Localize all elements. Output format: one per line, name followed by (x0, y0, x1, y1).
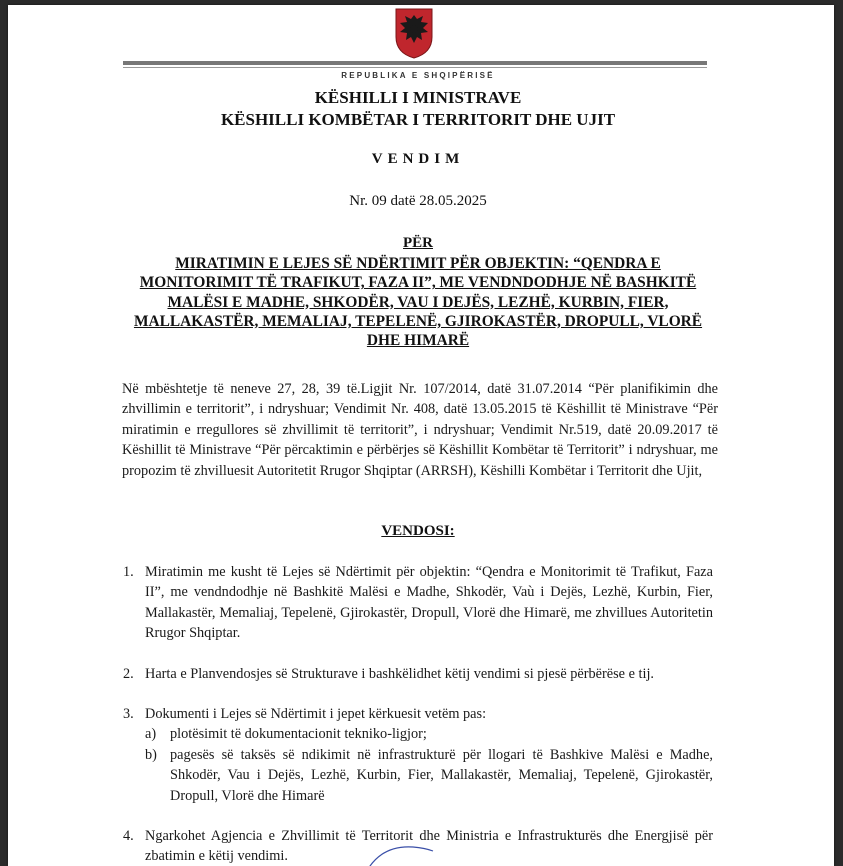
header-rule-thin (123, 67, 707, 68)
sub-item-text: plotësimit të dokumentacionit tekniko-ligjor; (170, 726, 427, 743)
body-heading: KËSHILLI KOMBËTAR I TERRITORIT DHE UJIT (220, 110, 616, 129)
list-item (123, 562, 713, 644)
decision-title: MIRATIMIN E LEJES SË NDËRTIMIT PËR OBJEKTIN: “QENDRA E MONITORIMIT TË TRAFIKUT, FAZA II”, ME VENDNDODHJE NË BASHKITË MALËSI E MADHE, SHKODËR, VAU I DEJËS, LEZHË, KURBIN, FIER, MALLAKASTËR, MEMALIAJ, TEPELENË, GJIROKASTËR, DROPULL, VLORË DHE HIMARË (133, 255, 703, 350)
item-text: Ngarkohet Agjencia e Zhvillimit të Territorit dhe Ministria e Infrastrukturës dhe Energjisë për zbatimin e këtij vendimi. (145, 828, 713, 865)
preamble-paragraph: Në mbështetje të neneve 27, 28, 39 të.Ligjit Nr. 107/2014, datë 31.07.2014 “Për planifikimin dhe zhvillimin e territorit”, i ndryshuar; Vendimit Nr. 408, datë 13.05.2015 të Këshillit të Ministrave “Për miratimin e rregullores së zhvillimit të territorit”, i ndryshuar; Vendimit Nr.519, datë 20.09.2017 të Këshillit të Ministrave “Për përcaktimin e përbërjes së Këshillit Kombëtar të Territorit” i ndryshuar, me propozim të zhvilluesit Autoritetit Rrugor Shqiptar (ARRSH), Këshilli Kombëtar i Territorit dhe Ujit, (122, 381, 718, 479)
sub-item-letter: b) (145, 746, 157, 763)
item-number: 3. (123, 706, 134, 722)
sub-item (145, 745, 713, 806)
republic-label: REPUBLIKA E SHQIPËRISË (341, 71, 495, 80)
decision-number: Nr. 09 datë 28.05.2025 (349, 193, 487, 209)
item-number: 1. (123, 564, 134, 580)
albanian-emblem-icon (392, 7, 436, 59)
header-rule (123, 61, 707, 65)
sub-item-letter: a) (145, 726, 157, 743)
item-text: Harta e Planvendosjes së Strukturave i bashkëlidhet këtij vendimi si pjesë përbërëse e tij. (145, 666, 654, 682)
list-item (123, 704, 713, 806)
per-label: PËR (403, 235, 433, 251)
item-text: Dokumenti i Lejes së Ndërtimit i jepet kërkuesit vetëm pas: (145, 706, 487, 722)
sub-item-text: pagesës së taksës së ndikimit në infrastrukturë për llogari të Bashkive Malësi e Madhe, Shkodër, Vau i Dejës, Lezhë, Kurbin, Fier, Mallakastër, Memaliaj, Tepelenë, Gjirokastër, Dropull, Vlorë dhe Himarë (170, 746, 713, 804)
vendosi-heading: VENDOSI: (381, 523, 455, 539)
document-page (8, 5, 834, 866)
decision-label: VENDIM (371, 151, 465, 167)
item-text: Miratimin me kusht të Lejes së Ndërtimit për objektin: “Qendra e Monitorimit të Trafikut, Faza II”, me vendndodhje në Bashkitë Malësi e Madhe, Shkodër, Vaù i Dejës, Lezhë, Kurbin, Fier, Mallakastër, Memaliaj, Tepelenë, Gjirokastër, Dropull, Vlorë dhe Himarë, me zhvillues Autoritetin Rrugor Shqiptar. (145, 564, 713, 642)
signature-stroke (363, 841, 443, 866)
sub-item (145, 724, 713, 744)
item-number: 4. (123, 828, 134, 844)
list-item (123, 664, 713, 684)
item-number: 2. (123, 666, 134, 682)
council-heading: KËSHILLI I MINISTRAVE (314, 88, 522, 107)
